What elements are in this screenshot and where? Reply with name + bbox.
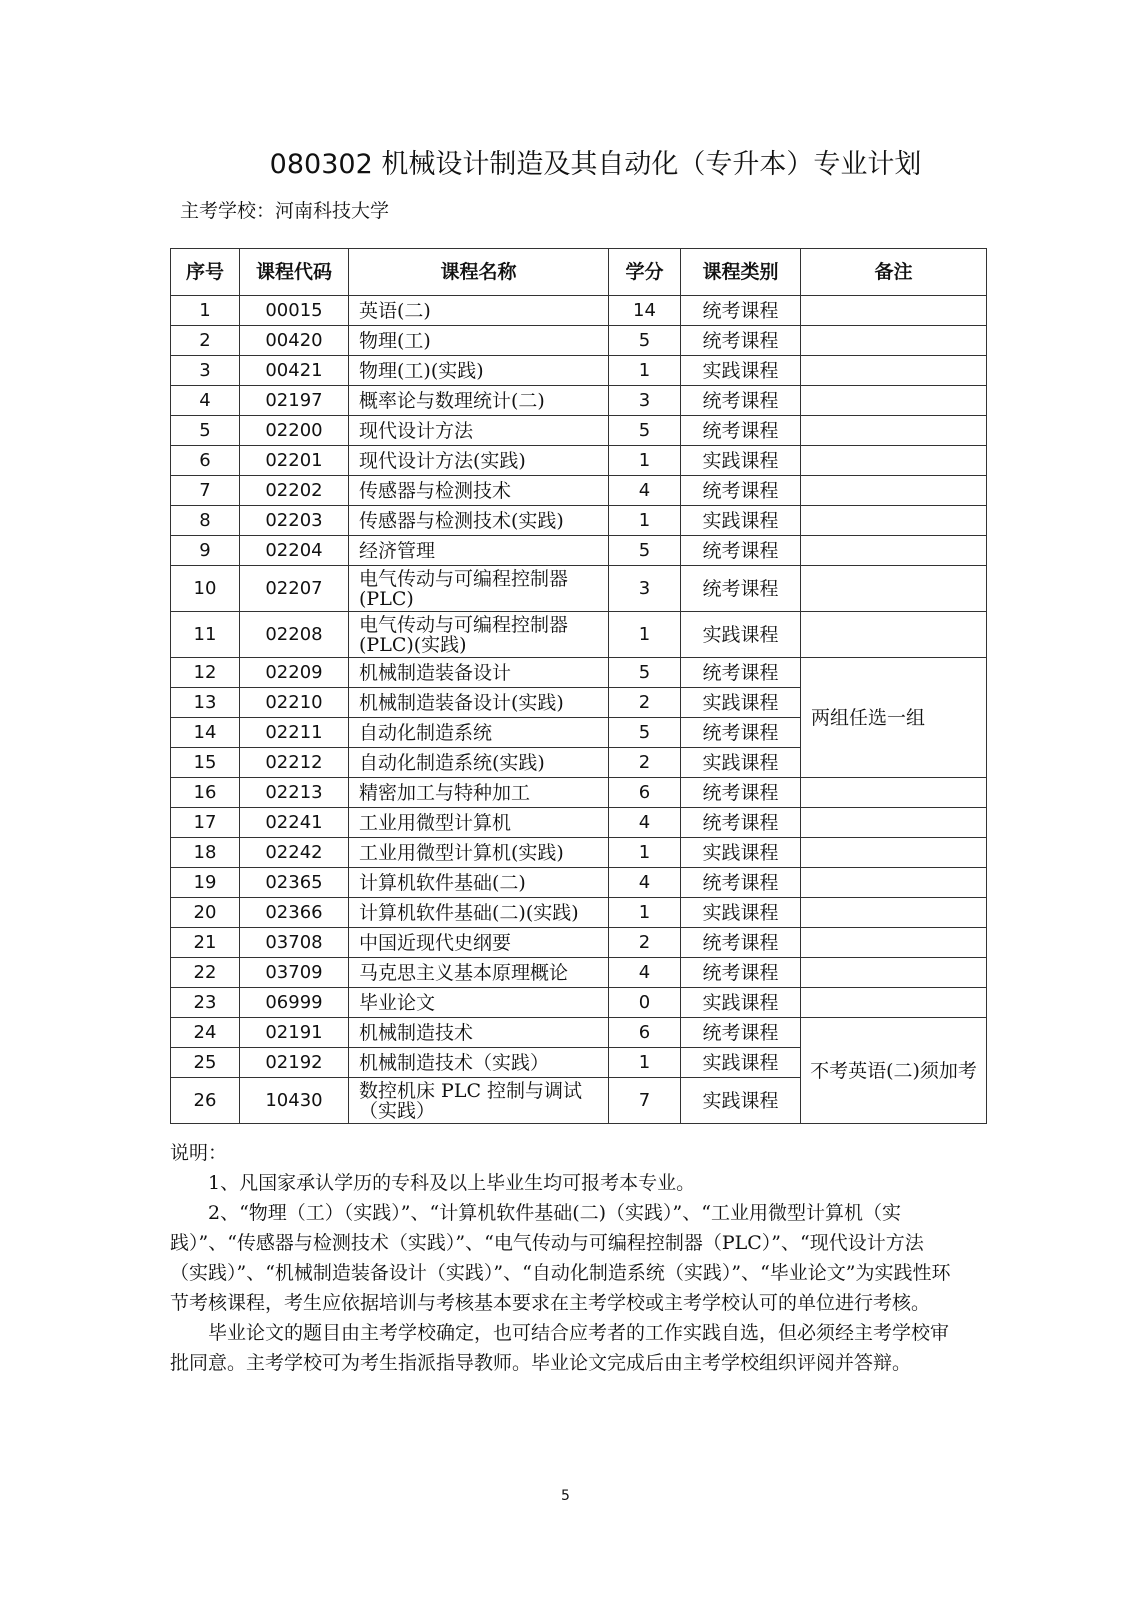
header-name: 课程名称	[349, 249, 609, 296]
cell-credit: 5	[609, 718, 681, 748]
header-remark: 备注	[801, 249, 987, 296]
cell-name: 传感器与检测技术	[349, 476, 609, 506]
cell-type: 统考课程	[681, 416, 801, 446]
table-row	[171, 1018, 987, 1048]
course-plan-table	[170, 248, 987, 1124]
cell-no: 2	[171, 326, 240, 356]
header-credit: 学分	[609, 249, 681, 296]
cell-credit: 6	[609, 1018, 681, 1048]
cell-no: 7	[171, 476, 240, 506]
cell-type: 统考课程	[681, 868, 801, 898]
cell-credit: 2	[609, 928, 681, 958]
note-item-3: 毕业论文的题目由主考学校确定，也可结合应考者的工作实践自选，但必须经主考学校审批同意。主考学校可为考生指派指导教师。毕业论文完成后由主考学校组织评阅并答辩。	[170, 1322, 950, 1374]
cell-type: 实践课程	[681, 688, 801, 718]
cell-name: 物理(工)(实践)	[349, 356, 609, 386]
cell-code: 02242	[240, 838, 349, 868]
cell-remark	[801, 416, 987, 446]
cell-name: 毕业论文	[349, 988, 609, 1018]
table-row	[171, 838, 987, 868]
cell-code: 02200	[240, 416, 349, 446]
table-row	[171, 566, 987, 612]
cell-type: 实践课程	[681, 446, 801, 476]
table-row	[171, 658, 987, 688]
cell-name: 马克思主义基本原理概论	[349, 958, 609, 988]
cell-code: 02203	[240, 506, 349, 536]
cell-no: 13	[171, 688, 240, 718]
cell-no: 19	[171, 868, 240, 898]
cell-name: 电气传动与可编程控制器(PLC)(实践)	[349, 612, 609, 658]
cell-credit: 5	[609, 326, 681, 356]
cell-no: 5	[171, 416, 240, 446]
cell-name: 自动化制造系统(实践)	[349, 748, 609, 778]
cell-no: 25	[171, 1048, 240, 1078]
cell-no: 11	[171, 612, 240, 658]
cell-remark	[801, 326, 987, 356]
table-row	[171, 296, 987, 326]
table-row	[171, 778, 987, 808]
cell-credit: 14	[609, 296, 681, 326]
cell-type: 统考课程	[681, 718, 801, 748]
cell-remark	[801, 476, 987, 506]
cell-credit: 1	[609, 898, 681, 928]
cell-no: 20	[171, 898, 240, 928]
main-school: 主考学校：河南科技大学	[180, 200, 390, 222]
cell-name: 工业用微型计算机(实践)	[349, 838, 609, 868]
table-row	[171, 356, 987, 386]
cell-code: 00015	[240, 296, 349, 326]
cell-credit: 2	[609, 688, 681, 718]
cell-credit: 4	[609, 868, 681, 898]
cell-credit: 6	[609, 778, 681, 808]
cell-code: 02241	[240, 808, 349, 838]
table-row	[171, 898, 987, 928]
cell-remark	[801, 898, 987, 928]
cell-name: 机械制造技术（实践）	[349, 1048, 609, 1078]
cell-no: 12	[171, 658, 240, 688]
cell-credit: 3	[609, 566, 681, 612]
table-row	[171, 536, 987, 566]
cell-type: 统考课程	[681, 326, 801, 356]
cell-remark	[801, 988, 987, 1018]
cell-remark	[801, 838, 987, 868]
cell-credit: 1	[609, 446, 681, 476]
cell-credit: 1	[609, 356, 681, 386]
cell-no: 26	[171, 1078, 240, 1124]
cell-credit: 1	[609, 506, 681, 536]
cell-code: 02197	[240, 386, 349, 416]
cell-credit: 5	[609, 536, 681, 566]
cell-credit: 5	[609, 416, 681, 446]
table-row	[171, 808, 987, 838]
cell-name: 经济管理	[349, 536, 609, 566]
cell-code: 06999	[240, 988, 349, 1018]
cell-code: 02192	[240, 1048, 349, 1078]
cell-credit: 1	[609, 612, 681, 658]
cell-no: 17	[171, 808, 240, 838]
cell-credit: 7	[609, 1078, 681, 1124]
cell-remark	[801, 808, 987, 838]
page-title: 080302 机械设计制造及其自动化（专升本）专业计划	[269, 149, 922, 180]
cell-code: 02204	[240, 536, 349, 566]
cell-no: 23	[171, 988, 240, 1018]
cell-remark	[801, 868, 987, 898]
cell-name: 概率论与数理统计(二)	[349, 386, 609, 416]
cell-remark	[801, 356, 987, 386]
cell-credit: 2	[609, 748, 681, 778]
page-number: 5	[561, 1488, 570, 1504]
cell-code: 03708	[240, 928, 349, 958]
cell-type: 统考课程	[681, 566, 801, 612]
cell-type: 实践课程	[681, 612, 801, 658]
cell-no: 15	[171, 748, 240, 778]
header-type: 课程类别	[681, 249, 801, 296]
cell-no: 9	[171, 536, 240, 566]
cell-name: 电气传动与可编程控制器(PLC)	[349, 566, 609, 612]
cell-type: 实践课程	[681, 356, 801, 386]
cell-remark	[801, 566, 987, 612]
table-row	[171, 612, 987, 658]
cell-name: 计算机软件基础(二)	[349, 868, 609, 898]
cell-type: 实践课程	[681, 506, 801, 536]
cell-code: 02201	[240, 446, 349, 476]
cell-code: 02191	[240, 1018, 349, 1048]
cell-no: 18	[171, 838, 240, 868]
table-row	[171, 446, 987, 476]
table-row	[171, 958, 987, 988]
cell-remark	[801, 446, 987, 476]
cell-no: 14	[171, 718, 240, 748]
cell-credit: 4	[609, 958, 681, 988]
cell-name: 中国近现代史纲要	[349, 928, 609, 958]
cell-remark	[801, 928, 987, 958]
cell-no: 1	[171, 296, 240, 326]
cell-type: 统考课程	[681, 536, 801, 566]
cell-name: 工业用微型计算机	[349, 808, 609, 838]
note-item-2: 2、“物理（工）（实践）”、“计算机软件基础(二)（实践）”、“工业用微型计算机（实践）”、“传感器与检测技术（实践）”、“电气传动与可编程控制器（PLC）”、“现代设计方法（实践）”、“机械制造装备设计（实践）”、“自动化制造系统（实践）”、“毕业论文”为实践性环节考核课程，考生应依据培训与考核基本要求在主考学校或主考学校认可的单位进行考核。	[170, 1202, 951, 1314]
table-row	[171, 326, 987, 356]
cell-type: 统考课程	[681, 1018, 801, 1048]
table-row	[171, 506, 987, 536]
cell-name: 机械制造装备设计(实践)	[349, 688, 609, 718]
table-row	[171, 386, 987, 416]
table-row	[171, 868, 987, 898]
cell-name: 传感器与检测技术(实践)	[349, 506, 609, 536]
table-row	[171, 988, 987, 1018]
remark-no-english: 不考英语(二)须加考	[801, 1018, 987, 1124]
remark-group-choice: 两组任选一组	[801, 658, 987, 778]
cell-code: 02365	[240, 868, 349, 898]
table-row	[171, 476, 987, 506]
cell-no: 4	[171, 386, 240, 416]
cell-type: 实践课程	[681, 1078, 801, 1124]
note-item-1: 1、凡国家承认学历的专科及以上毕业生均可报考本专业。	[208, 1172, 696, 1194]
cell-credit: 0	[609, 988, 681, 1018]
cell-code: 02207	[240, 566, 349, 612]
cell-type: 实践课程	[681, 838, 801, 868]
cell-code: 02366	[240, 898, 349, 928]
cell-type: 统考课程	[681, 928, 801, 958]
cell-code: 02209	[240, 658, 349, 688]
table-row	[171, 416, 987, 446]
cell-type: 实践课程	[681, 988, 801, 1018]
cell-code: 02208	[240, 612, 349, 658]
cell-credit: 1	[609, 838, 681, 868]
cell-remark	[801, 506, 987, 536]
cell-type: 统考课程	[681, 658, 801, 688]
cell-credit: 4	[609, 808, 681, 838]
cell-type: 统考课程	[681, 296, 801, 326]
cell-code: 03709	[240, 958, 349, 988]
cell-name: 物理(工)	[349, 326, 609, 356]
cell-no: 3	[171, 356, 240, 386]
cell-credit: 5	[609, 658, 681, 688]
cell-code: 02202	[240, 476, 349, 506]
cell-name: 数控机床 PLC 控制与调试（实践）	[349, 1078, 609, 1124]
cell-credit: 1	[609, 1048, 681, 1078]
cell-no: 22	[171, 958, 240, 988]
cell-name: 自动化制造系统	[349, 718, 609, 748]
cell-name: 机械制造装备设计	[349, 658, 609, 688]
cell-no: 24	[171, 1018, 240, 1048]
table-row	[171, 928, 987, 958]
cell-name: 机械制造技术	[349, 1018, 609, 1048]
cell-no: 6	[171, 446, 240, 476]
cell-type: 实践课程	[681, 748, 801, 778]
cell-remark	[801, 612, 987, 658]
cell-name: 计算机软件基础(二)(实践)	[349, 898, 609, 928]
cell-name: 现代设计方法(实践)	[349, 446, 609, 476]
cell-credit: 4	[609, 476, 681, 506]
cell-code: 02210	[240, 688, 349, 718]
header-no: 序号	[171, 249, 240, 296]
notes-heading: 说明：	[170, 1142, 228, 1164]
cell-type: 实践课程	[681, 1048, 801, 1078]
cell-name: 现代设计方法	[349, 416, 609, 446]
cell-type: 统考课程	[681, 958, 801, 988]
cell-remark	[801, 536, 987, 566]
cell-type: 统考课程	[681, 476, 801, 506]
cell-no: 8	[171, 506, 240, 536]
cell-code: 00420	[240, 326, 349, 356]
cell-no: 10	[171, 566, 240, 612]
table-header-row	[171, 249, 987, 296]
cell-code: 02212	[240, 748, 349, 778]
cell-type: 统考课程	[681, 386, 801, 416]
cell-code: 02213	[240, 778, 349, 808]
cell-name: 精密加工与特种加工	[349, 778, 609, 808]
cell-credit: 3	[609, 386, 681, 416]
cell-code: 02211	[240, 718, 349, 748]
notes-section	[170, 1138, 960, 1378]
header-code: 课程代码	[240, 249, 349, 296]
cell-remark	[801, 296, 987, 326]
cell-type: 实践课程	[681, 898, 801, 928]
cell-remark	[801, 386, 987, 416]
cell-code: 10430	[240, 1078, 349, 1124]
cell-no: 16	[171, 778, 240, 808]
cell-name: 英语(二)	[349, 296, 609, 326]
cell-remark	[801, 778, 987, 808]
cell-remark	[801, 958, 987, 988]
cell-code: 00421	[240, 356, 349, 386]
cell-type: 统考课程	[681, 778, 801, 808]
cell-type: 统考课程	[681, 808, 801, 838]
cell-no: 21	[171, 928, 240, 958]
